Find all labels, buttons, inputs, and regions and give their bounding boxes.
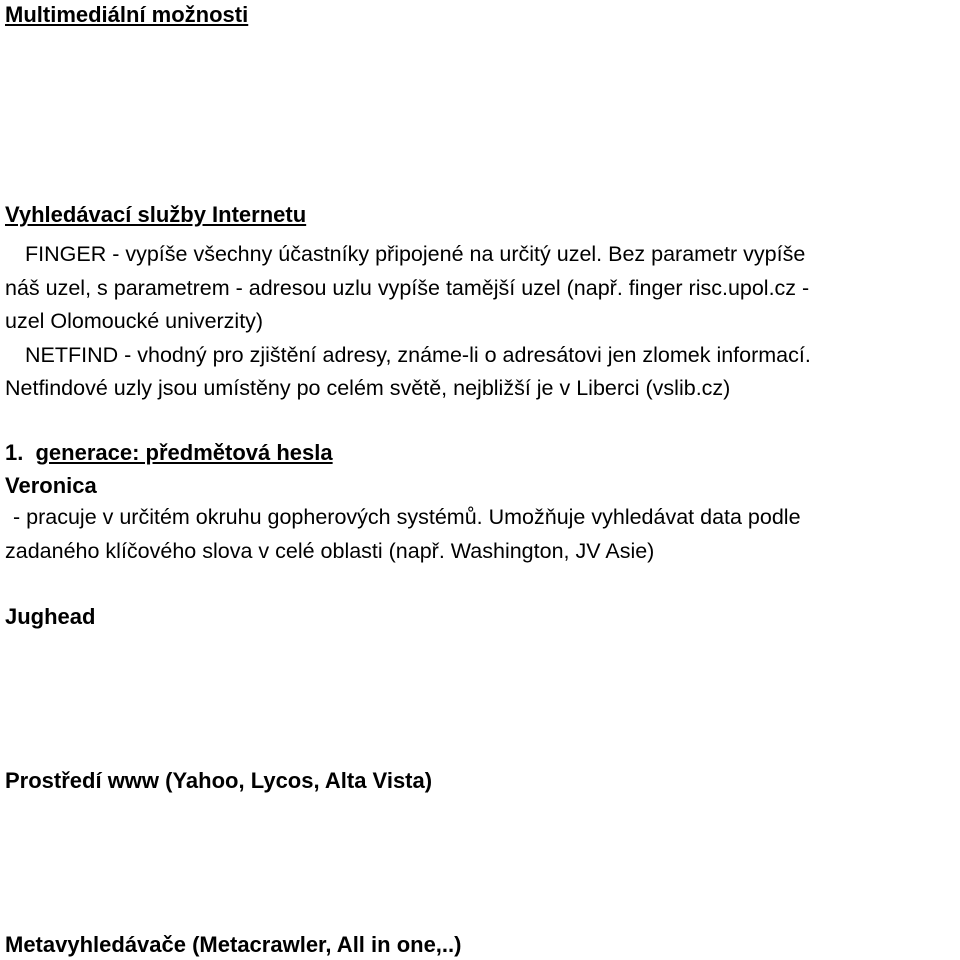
heading-multimedia: Multimediální možnosti xyxy=(5,2,249,27)
netfind-text-line-1: NETFIND - vhodný pro zjištění adresy, známe-li o adresátovi jen zlomek informací. xyxy=(25,343,811,367)
generation-number: 1. xyxy=(5,440,24,465)
veronica-heading: Veronica xyxy=(5,473,97,498)
finger-text-line-2: náš uzel, s parametrem - adresou uzlu vypíše tamější uzel (např. finger risc.upol.cz - xyxy=(5,276,810,300)
generation-heading xyxy=(5,442,333,464)
finger-text-line-1: FINGER - vypíše všechny účastníky připojené na určitý uzel. Bez parametr vypíše xyxy=(25,242,806,266)
veronica-text-line-1: - pracuje v určitém okruhu gopherových systémů. Umožňuje vyhledávat data podle xyxy=(13,505,801,529)
veronica-text-line-2: zadaného klíčového slova v celé oblasti (např. Washington, JV Asie) xyxy=(5,539,655,563)
www-heading: Prostředí www (Yahoo, Lycos, Alta Vista) xyxy=(5,768,433,793)
generation-title: generace: předmětová hesla xyxy=(35,440,333,465)
heading-search-services: Vyhledávací služby Internetu xyxy=(5,202,307,227)
netfind-text-line-2: Netfindové uzly jsou umístěny po celém světě, nejbližší je v Liberci (vslib.cz) xyxy=(5,376,731,400)
finger-text-line-3: uzel Olomoucké univerzity) xyxy=(5,309,264,333)
jughead-heading: Jughead xyxy=(5,604,96,629)
meta-search-heading: Metavyhledávače (Metacrawler, All in one,..) xyxy=(5,932,462,957)
